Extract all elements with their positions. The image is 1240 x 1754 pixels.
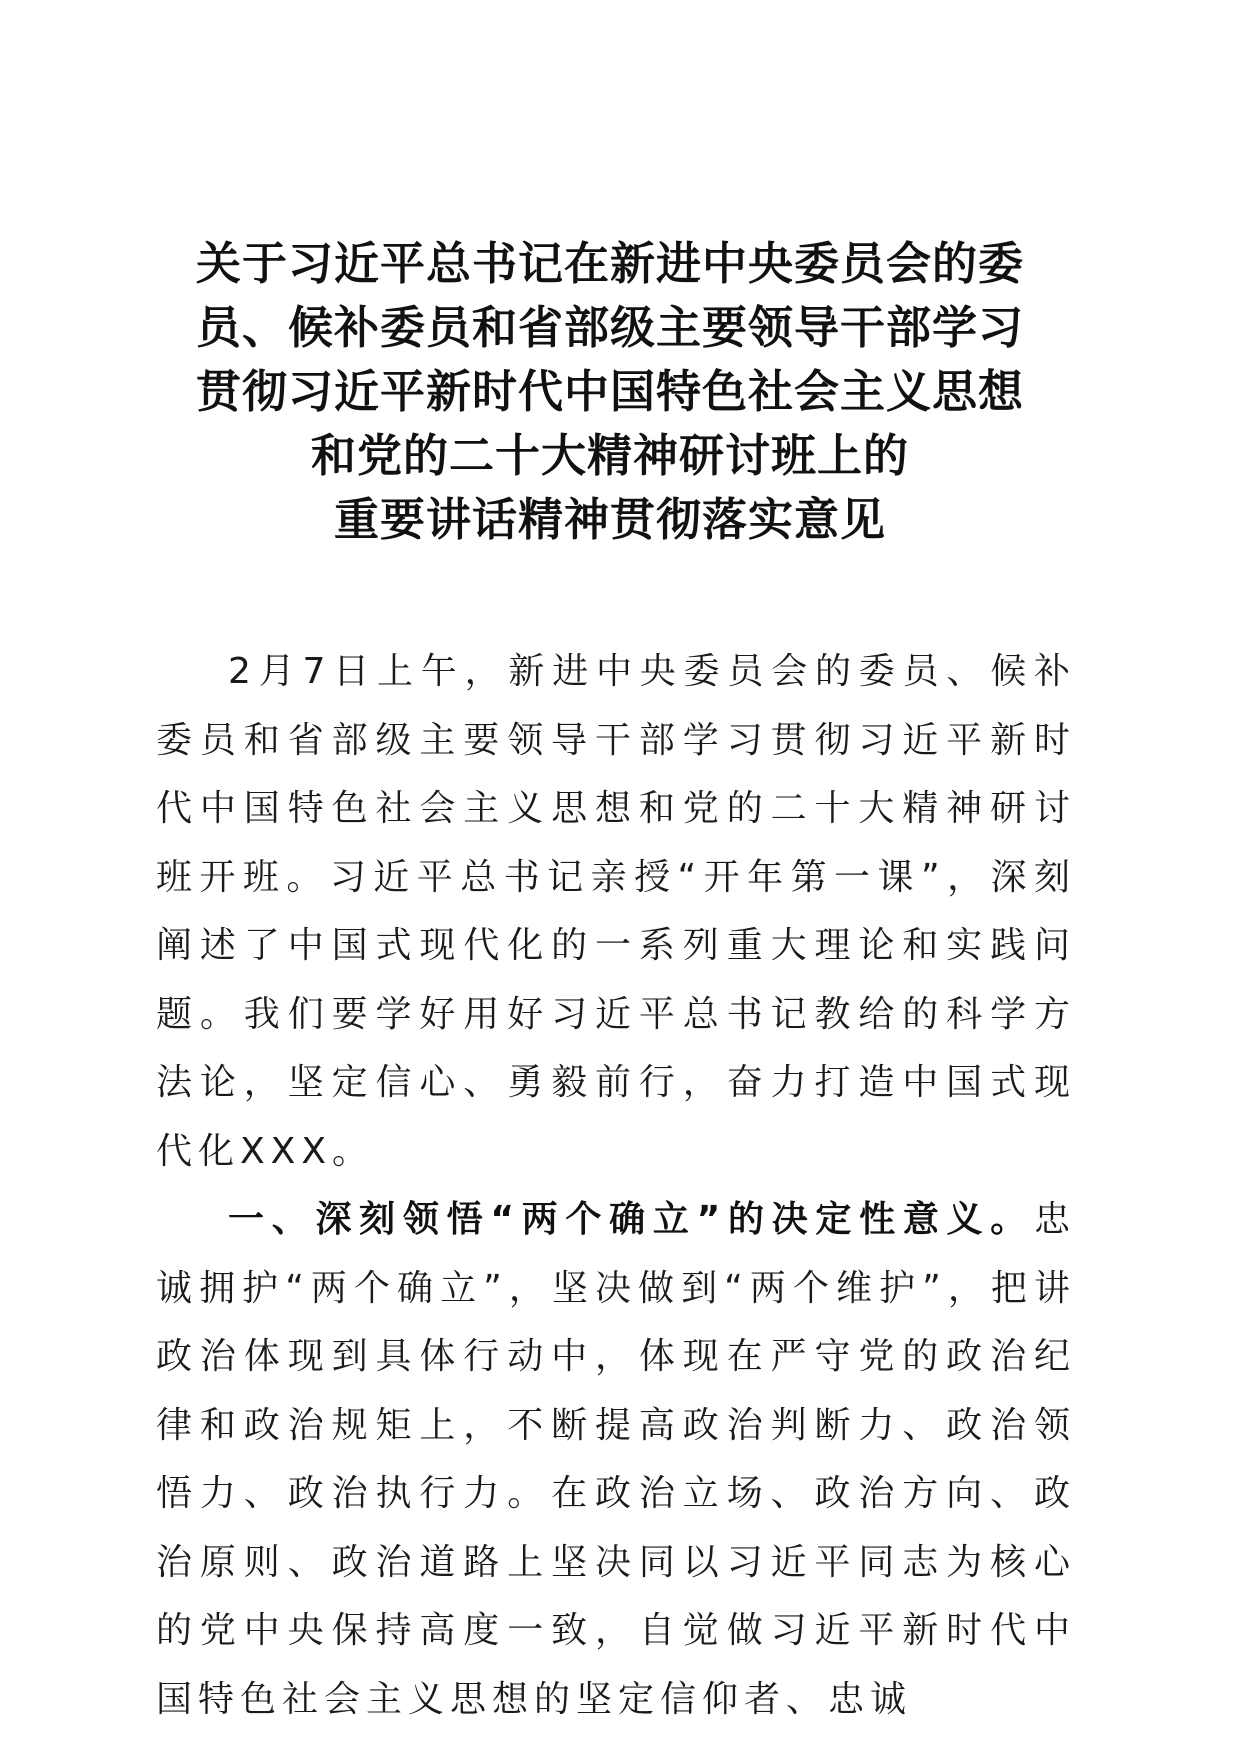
- paragraph-section-1: [156, 1186, 1076, 1734]
- title-line: 重要讲话精神贯彻落实意见: [333, 493, 886, 546]
- paragraph-text: 2月7日上午，新进中央委员会的委员、候补委员和省部级主要领导干部学习贯彻习近平新时代中国特色社会主义思想和党的二十大精神研讨班开班。习近平总书记亲授“开年第一课”，深刻阐述了中国式现代化的一系列重大理论和实践问题。我们要学好用好习近平总书记教给的科学方法论，坚定信心、勇毅前行，奋力打造中国式现代化XXX。: [156, 651, 1076, 1172]
- title-line: 员、候补委员和省部级主要领导干部学习: [195, 301, 1024, 354]
- document-body: [156, 638, 1076, 1734]
- paragraph-intro: [156, 638, 1076, 1186]
- section-heading: 一、深刻领悟“两个确立”的决定性意义。: [228, 1199, 1034, 1240]
- title-line: 关于习近平总书记在新进中央委员会的委: [195, 237, 1024, 290]
- document-title: [150, 232, 1070, 552]
- title-line: 贯彻习近平新时代中国特色社会主义思想: [195, 365, 1024, 418]
- paragraph-text: 忠诚拥护“两个确立”，坚决做到“两个维护”，把讲政治体现到具体行动中，体现在严守党的政治纪律和政治规矩上，不断提高政治判断力、政治领悟力、政治执行力。在政治立场、政治方向、政治原则、政治道路上坚决同以习近平同志为核心的党中央保持高度一致，自觉做习近平新时代中国特色社会主义思想的坚定信仰者、忠诚: [156, 1199, 1076, 1720]
- title-line: 和党的二十大精神研讨班上的: [310, 429, 909, 482]
